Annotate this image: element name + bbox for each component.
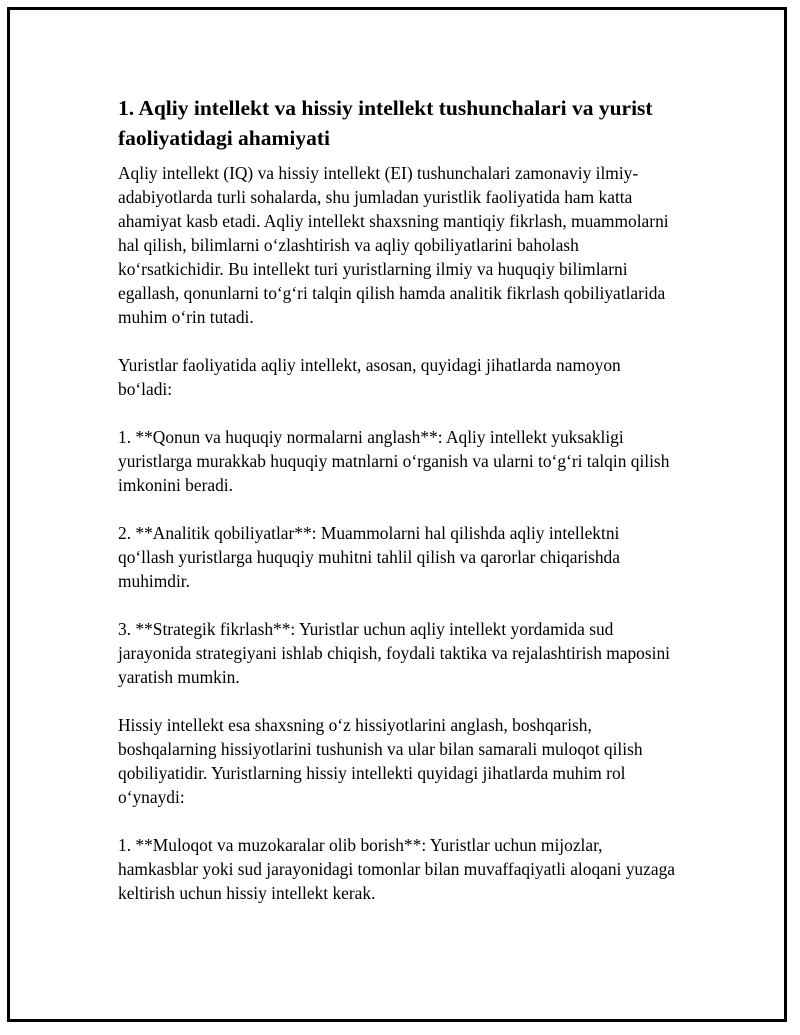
paragraph-iq-aspects: Yuristlar faoliyatida aqliy intellekt, asosan, quyidagi jihatlarda namoyon boʻladi: [118, 355, 621, 399]
list-item-iq-1: 1. **Qonun va huquqiy normalarni anglash**: Aqliy intellekt yuksakligi yuristlarga murakkab huquqiy matnlarni oʻrganish va ularni toʻgʻri talqin qilish imkonini beradi. [118, 427, 670, 495]
paragraph-intro: Aqliy intellekt (IQ) va hissiy intellekt (EI) tushunchalari zamonaviy ilmiy-adabiyotlarda turli sohalarda, shu jumladan yuristlik faoliyatida ham katta ahamiyat kasb etadi. Aqliy intellekt shaxsning mantiqiy fikrlash, muammolarni hal qilish, bilimlarni oʻzlashtirish va aqliy qobiliyatlarini baholash koʻrsatkichidir. Bu intellekt turi yuristlarning ilmiy va huquqiy bilimlarni egallash, qonunlarni toʻgʻri talqin qilish hamda analitik fikrlash qobiliyatlarida muhim oʻrin tutadi. [118, 163, 669, 327]
paragraph-ei: Hissiy intellekt esa shaxsning oʻz hissiyotlarini anglash, boshqarish, boshqalarning hissiyotlarini tushunish va ular bilan samarali muloqot qilish qobiliyatidir. Yuristlarning hissiy intellekti quyidagi jihatlarda muhim rol oʻynaydi: [118, 715, 643, 807]
section-heading: 1. Aqliy intellekt va hissiy intellekt tushunchalari va yurist faoliyatidagi ahamiyati [118, 96, 653, 150]
list-item-ei-1: 1. **Muloqot va muzokaralar olib borish**: Yuristlar uchun mijozlar, hamkasblar yoki sud jarayonidagi tomonlar bilan muvaffaqiyatli aloqani yuzaga keltirish uchun hissiy intellekt kerak. [118, 835, 675, 903]
document-body [118, 93, 678, 929]
list-item-iq-3: 3. **Strategik fikrlash**: Yuristlar uchun aqliy intellekt yordamida sud jarayonida strategiyani ishlab chiqish, foydali taktika va rejalashtirish maposini yaratish mumkin. [118, 619, 671, 687]
list-item-iq-2: 2. **Analitik qobiliyatlar**: Muammolarni hal qilishda aqliy intellektni qoʻllash yuristlarga huquqiy muhitni tahlil qilish va qarorlar chiqarishda muhimdir. [118, 523, 620, 591]
